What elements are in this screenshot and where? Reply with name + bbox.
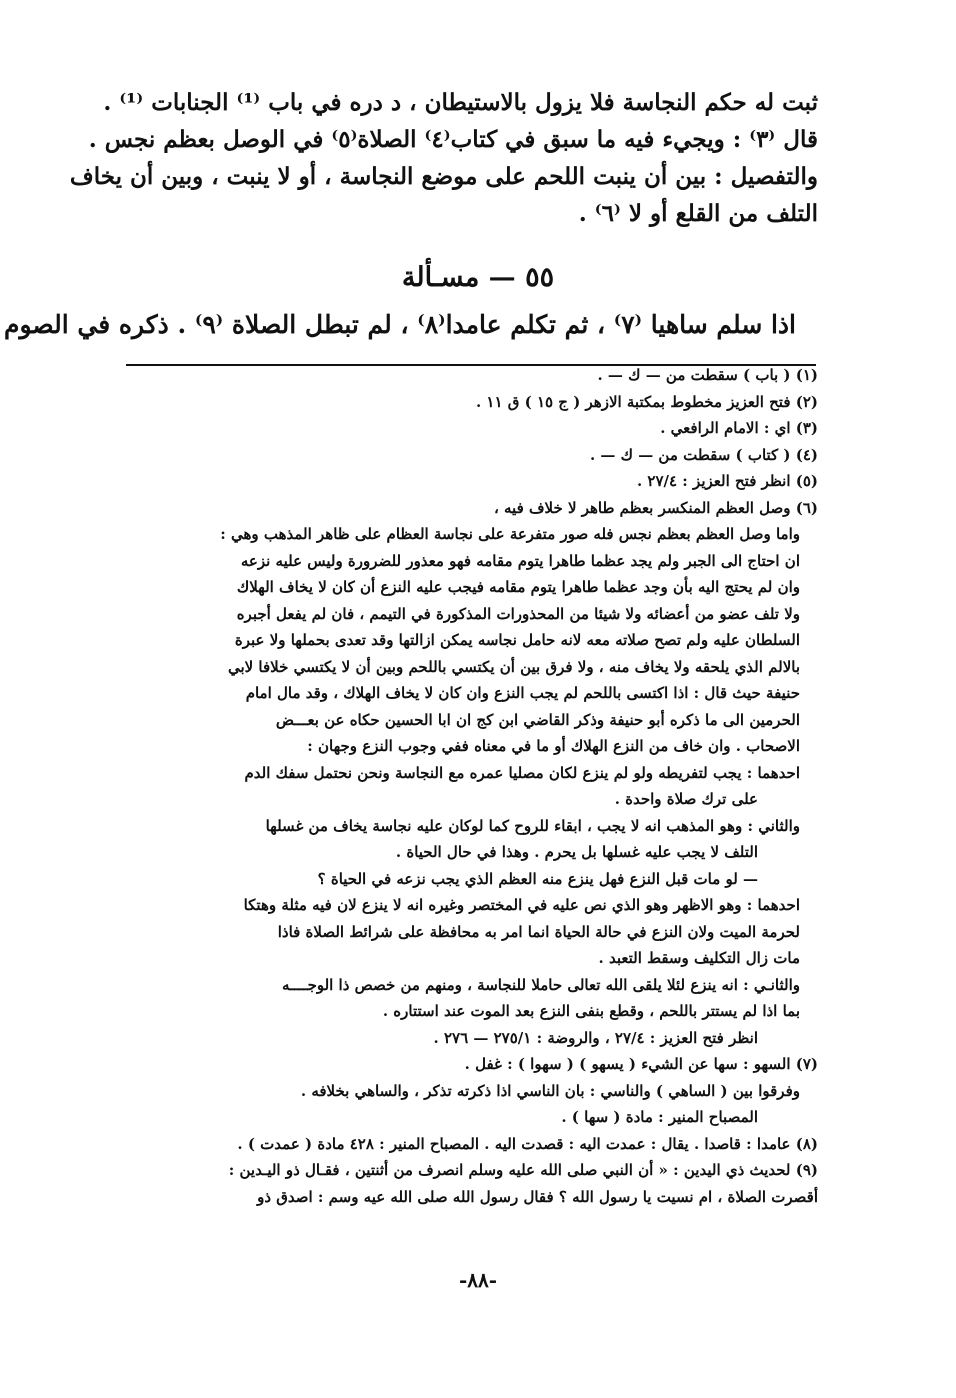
footnote-line: (٤) ( كتاب ) سقطت من — ك — . <box>589 445 818 464</box>
footnote-line: واما وصل العظم بعظم نجس فله صور متفرعة على نجاسة العظام على ظاهر المذهب وهي : <box>220 525 800 543</box>
footnote-line: لحرمة الميت ولان النزع في حالة الحياة انما امر به محافظة على شرائط الصلاة فاذا <box>277 922 800 941</box>
footnote-line: وان لم يحتج اليه بأن وجد عظما طاهرا يتوم مقامه فيجب عليه النزع أن كان لا يخاف الهلاك <box>236 578 800 596</box>
footnote-line: ان احتاج الى الجبر ولم يجد عظما طاهرا يتوم مقامه فهو معذور للضرورة وليس عليه نزعه <box>240 551 800 570</box>
footnote-line: بما اذا لم يستتر باللحم ، وقطع بنفى النزع بعد الموت عند استتاره . <box>382 1002 800 1020</box>
footnote-line: والثاني : وهو المذهب انه لا يجب ، ابقاء للروح كما لوكان عليه نجاسة يخاف من غسلها <box>265 816 800 835</box>
footnote-line: المصباح المنير : مادة ( سها ) . <box>561 1108 758 1126</box>
footnote-line: السلطان عليه ولم تصح صلاته معه لانه حامل نجاسه يمكن ازالتها وقد تعدى بحملها ولا عبرة <box>234 631 800 649</box>
footnote-line: التلف لا يجب عليه غسلها بل يحرم . وهذا في حال الحياة . <box>395 843 758 861</box>
footnote-line: ولا تلف عضو من أعضائه ولا شيئا من المحذورات المذكورة في التيمم ، فان لم يفعل أجبره <box>236 604 800 623</box>
page-number: -٨٨- <box>458 1268 498 1292</box>
footnote-line: (٥) انظر فتح العزيز : ٢٧/٤ . <box>636 472 818 490</box>
footnote-line: (١) ( باب ) سقطت من — ك — . <box>597 366 818 384</box>
footnote-line: والثانـي : انه ينزع لئلا يلقى الله تعالى حاملا للنجاسة ، ومنهم من خصص ذا الوجــــه <box>281 975 800 994</box>
footnote-line: (٩) لحديث ذي اليدين : « أن النبي صلى الله عليه وسلم انصرف من أثنتين ، فقـال ذو اليـدين : <box>228 1161 818 1179</box>
footnote-line: الاصحاب . وان خاف من النزع الهلاك أو ما في معناه ففي وجوب النزع وجهان : <box>307 737 800 755</box>
footnote-line: على ترك صلاة واحدة . <box>614 790 758 808</box>
footnote-line: بالالم الذي يلحقه ولا يخاف منه ، ولا فرق بين أن يكتسي باللحم وبين أن لا يكتسي خلافا لابي <box>227 657 800 676</box>
footnote-line: أقصرت الصلاة ، ام نسيت يا رسول الله ؟ فقال رسول الله صلى الله عيه وسم : اصدق ذو <box>257 1187 818 1206</box>
footnote-line: انظر فتح العزيز : ٢٧/٤ ، والروضة : ٢٧٥/١ — ٢٧٦ . <box>433 1028 758 1047</box>
main-text <box>69 84 818 232</box>
main-line: قال ⁽٣⁾ : ويجيء فيه ما سبق في كتاب⁽٤⁾ الصلاة⁽٥⁾ في الوصل بعظم نجس . <box>88 126 818 153</box>
footnote-line: الحرمين الى ما ذكره أبو حنيفة وذكر القاضي ابن كج ان ابا الحسين حكاه عن بعـــض <box>275 710 800 729</box>
main-line: التلف من القلع أو لا ⁽٦⁾ . <box>578 200 818 227</box>
footnote-line: احدهما : وهو الاظهر وهو الذي نص عليه في المختصر وغيره انه لا ينزع لان فيه مثلة وهتكا <box>243 896 800 914</box>
footnote-line: — لو مات قبل النزع فهل ينزع منه العظم الذي يجب نزعه في الحياة ؟ <box>317 869 758 888</box>
footnote-line: احدهما : يجب لتفريطه ولو لم ينزع لكان مصليا عمره مع النجاسة ونحن نحتمل سفك الدم <box>244 763 800 782</box>
footnote-line: وفرقوا بين ( الساهي ) والناسي : بان الناسي اذا ذكرته تذكر ، والساهي بخلافه . <box>300 1081 800 1100</box>
footnote-line: حنيفة حيث قال : اذا اكتسى باللحم لم يجب النزع وان كان لا يخاف الهلاك ، وقد مال امام <box>245 684 800 702</box>
issue-text: اذا سلم ساهيا ⁽٧⁾ ، ثم تكلم عامدا⁽٨⁾ ، لم تبطل الصلاة ⁽٩⁾ . ذكره في الصوم <box>4 310 796 339</box>
issue-heading: ٥٥ — مسـألة <box>401 262 555 293</box>
footnote-line: (٢) فتح العزيز مخطوط بمكتبة الازهر ( ج ١٥ ) ق ١١ . <box>475 392 818 411</box>
main-line: ثبت له حكم النجاسة فلا يزول بالاستيطان ، د دره في باب ⁽¹⁾ الجنابات ⁽¹⁾ . <box>103 89 818 116</box>
footnote-line: مات زال التكليف وسقط التعبد . <box>598 949 800 967</box>
footnote-line: (٣) اي : الامام الرافعي . <box>660 419 818 437</box>
footnote-line: (٧) السهو : سها عن الشيء ( يسهو ) ( سهوا ) : غفل . <box>464 1055 818 1073</box>
footnotes <box>118 362 818 1210</box>
main-line: والتفصيل : بين أن ينبت اللحم على موضع النجاسة ، أو لا ينبت ، وبين أن يخاف <box>69 163 818 190</box>
footnote-line: (٨) عامدا : قاصدا . يقال : عمدت اليه : قصدت اليه . المصباح المنير : ٤٢٨ مادة ( عمدت ) . <box>237 1134 818 1153</box>
footnote-line: (٦) وصل العظم المنكسر بعظم طاهر لا خلاف فيه ، <box>493 498 818 517</box>
